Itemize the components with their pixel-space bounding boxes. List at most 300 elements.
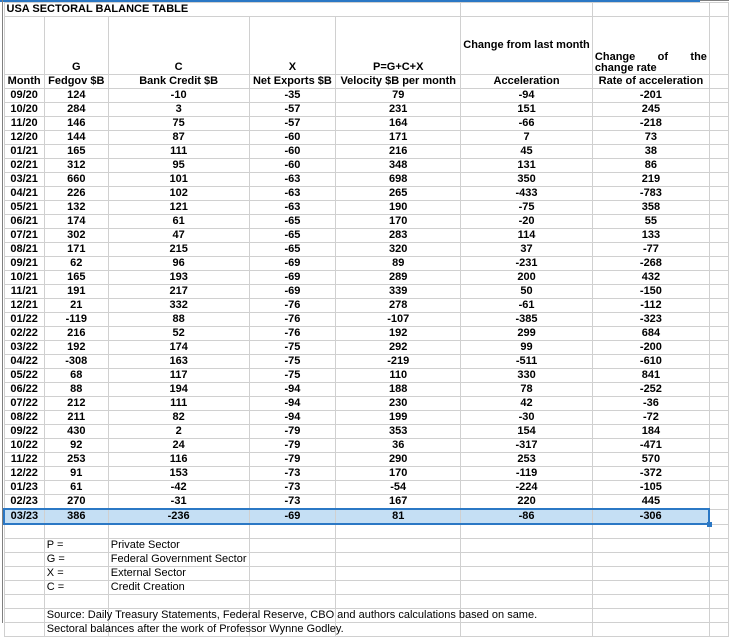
cell[interactable] xyxy=(709,17,728,75)
rate-of-acceleration-cell[interactable]: 245 xyxy=(592,103,709,117)
col-header-month[interactable]: Month xyxy=(4,75,44,89)
month-cell[interactable]: 09/21 xyxy=(4,257,44,271)
bank-credit-cell[interactable]: 215 xyxy=(108,243,249,257)
rate-of-acceleration-cell[interactable]: 570 xyxy=(592,453,709,467)
velocity-cell[interactable]: 265 xyxy=(336,187,461,201)
fedgov-cell[interactable]: 253 xyxy=(44,453,108,467)
rate-of-acceleration-cell[interactable]: -323 xyxy=(592,313,709,327)
fedgov-cell[interactable]: 21 xyxy=(44,299,108,313)
cell[interactable] xyxy=(709,383,728,397)
velocity-cell[interactable]: 110 xyxy=(336,369,461,383)
month-cell[interactable]: 01/23 xyxy=(4,481,44,495)
month-cell[interactable]: 12/21 xyxy=(4,299,44,313)
cell[interactable] xyxy=(709,439,728,453)
cell[interactable] xyxy=(709,539,728,553)
cell[interactable] xyxy=(461,567,593,581)
net-exports-cell[interactable]: -65 xyxy=(249,229,336,243)
fedgov-cell[interactable]: 146 xyxy=(44,117,108,131)
fedgov-cell[interactable]: -308 xyxy=(44,355,108,369)
cell[interactable] xyxy=(709,117,728,131)
bank-credit-cell[interactable]: 3 xyxy=(108,103,249,117)
net-exports-cell[interactable]: -94 xyxy=(249,383,336,397)
cell[interactable] xyxy=(709,467,728,481)
bank-credit-cell[interactable]: 101 xyxy=(108,173,249,187)
rate-of-acceleration-cell[interactable]: 73 xyxy=(592,131,709,145)
month-cell[interactable]: 10/21 xyxy=(4,271,44,285)
month-cell[interactable]: 09/20 xyxy=(4,89,44,103)
group-label-g[interactable]: G xyxy=(44,17,108,75)
velocity-cell[interactable]: 164 xyxy=(336,117,461,131)
cell[interactable] xyxy=(592,609,709,623)
fedgov-cell[interactable]: 92 xyxy=(44,439,108,453)
fedgov-cell[interactable]: 216 xyxy=(44,327,108,341)
cell[interactable] xyxy=(709,453,728,467)
acceleration-cell[interactable]: -61 xyxy=(461,299,593,313)
cell[interactable] xyxy=(249,595,336,609)
acceleration-cell[interactable]: 7 xyxy=(461,131,593,145)
cell[interactable] xyxy=(592,524,709,539)
month-cell[interactable]: 10/20 xyxy=(4,103,44,117)
cell[interactable] xyxy=(709,567,728,581)
month-cell[interactable]: 05/21 xyxy=(4,201,44,215)
table-row[interactable] xyxy=(4,229,729,243)
bank-credit-cell[interactable]: 87 xyxy=(108,131,249,145)
table-row[interactable] xyxy=(4,173,729,187)
legend-key[interactable]: P = xyxy=(44,539,108,553)
fedgov-cell[interactable]: 430 xyxy=(44,425,108,439)
month-cell[interactable]: 10/22 xyxy=(4,439,44,453)
cell[interactable] xyxy=(709,553,728,567)
month-cell[interactable]: 02/23 xyxy=(4,495,44,510)
acceleration-cell[interactable]: 50 xyxy=(461,285,593,299)
acceleration-cell[interactable]: 45 xyxy=(461,145,593,159)
cell[interactable] xyxy=(709,327,728,341)
group-label-change[interactable]: Change from last month xyxy=(461,17,593,75)
fedgov-cell[interactable]: 124 xyxy=(44,89,108,103)
velocity-cell[interactable]: 339 xyxy=(336,285,461,299)
bank-credit-cell[interactable]: 153 xyxy=(108,467,249,481)
table-row[interactable] xyxy=(4,467,729,481)
cell[interactable] xyxy=(709,425,728,439)
cell[interactable] xyxy=(336,623,461,637)
cell[interactable] xyxy=(4,539,44,553)
fedgov-cell[interactable]: -119 xyxy=(44,313,108,327)
cell[interactable] xyxy=(44,595,108,609)
rate-of-acceleration-cell[interactable]: -268 xyxy=(592,257,709,271)
rate-of-acceleration-cell[interactable]: -372 xyxy=(592,467,709,481)
month-cell[interactable]: 06/21 xyxy=(4,215,44,229)
velocity-cell[interactable]: 192 xyxy=(336,327,461,341)
cell[interactable] xyxy=(336,581,461,595)
cell[interactable] xyxy=(709,145,728,159)
col-header-velocity[interactable]: Velocity $B per month xyxy=(336,75,461,89)
net-exports-cell[interactable]: -57 xyxy=(249,103,336,117)
net-exports-cell[interactable]: -60 xyxy=(249,159,336,173)
cell[interactable] xyxy=(592,581,709,595)
net-exports-cell[interactable]: -63 xyxy=(249,173,336,187)
bank-credit-cell[interactable]: 332 xyxy=(108,299,249,313)
group-label-x[interactable]: X xyxy=(249,17,336,75)
cell[interactable] xyxy=(592,623,709,637)
rate-of-acceleration-cell[interactable]: 841 xyxy=(592,369,709,383)
cell[interactable] xyxy=(709,201,728,215)
table-row[interactable] xyxy=(4,215,729,229)
month-cell[interactable]: 12/20 xyxy=(4,131,44,145)
net-exports-cell[interactable]: -69 xyxy=(249,285,336,299)
cell[interactable] xyxy=(709,623,728,637)
month-cell[interactable]: 06/22 xyxy=(4,383,44,397)
bank-credit-cell[interactable]: 121 xyxy=(108,201,249,215)
month-cell[interactable]: 01/21 xyxy=(4,145,44,159)
cell[interactable] xyxy=(709,257,728,271)
velocity-cell[interactable]: 231 xyxy=(336,103,461,117)
legend-value[interactable]: External Sector xyxy=(108,567,249,581)
bank-credit-cell[interactable]: 75 xyxy=(108,117,249,131)
cell[interactable] xyxy=(4,17,44,75)
cell[interactable] xyxy=(709,131,728,145)
acceleration-cell[interactable]: 299 xyxy=(461,327,593,341)
group-label-change-of-change[interactable] xyxy=(592,17,709,75)
fedgov-cell[interactable]: 171 xyxy=(44,243,108,257)
rate-of-acceleration-cell[interactable]: -36 xyxy=(592,397,709,411)
cell[interactable] xyxy=(709,173,728,187)
cell[interactable] xyxy=(336,595,461,609)
cell[interactable] xyxy=(461,623,593,637)
velocity-cell[interactable]: 216 xyxy=(336,145,461,159)
cell[interactable] xyxy=(249,524,336,539)
bank-credit-cell[interactable]: 82 xyxy=(108,411,249,425)
velocity-cell[interactable]: 89 xyxy=(336,257,461,271)
table-row[interactable] xyxy=(4,439,729,453)
cell[interactable] xyxy=(709,215,728,229)
legend-value[interactable]: Credit Creation xyxy=(108,581,249,595)
acceleration-cell[interactable]: 154 xyxy=(461,425,593,439)
net-exports-cell[interactable]: -69 xyxy=(249,257,336,271)
acceleration-cell[interactable]: -75 xyxy=(461,201,593,215)
table-row[interactable] xyxy=(4,355,729,369)
cell[interactable] xyxy=(108,595,249,609)
rate-of-acceleration-cell[interactable]: 184 xyxy=(592,425,709,439)
fedgov-cell[interactable]: 62 xyxy=(44,257,108,271)
month-cell[interactable]: 04/21 xyxy=(4,187,44,201)
month-cell[interactable]: 11/22 xyxy=(4,453,44,467)
acceleration-cell[interactable]: 78 xyxy=(461,383,593,397)
fedgov-cell[interactable]: 144 xyxy=(44,131,108,145)
acceleration-cell[interactable]: -224 xyxy=(461,481,593,495)
rate-of-acceleration-cell[interactable]: 445 xyxy=(592,495,709,510)
rate-of-acceleration-cell[interactable]: 684 xyxy=(592,327,709,341)
cell[interactable] xyxy=(709,495,728,510)
fedgov-cell[interactable]: 284 xyxy=(44,103,108,117)
col-header-bank-credit[interactable]: Bank Credit $B xyxy=(108,75,249,89)
net-exports-cell[interactable]: -94 xyxy=(249,411,336,425)
cell[interactable] xyxy=(709,285,728,299)
table-row[interactable] xyxy=(4,481,729,495)
bank-credit-cell[interactable]: -10 xyxy=(108,89,249,103)
net-exports-cell[interactable]: -76 xyxy=(249,327,336,341)
rate-of-acceleration-cell[interactable]: 219 xyxy=(592,173,709,187)
cell[interactable] xyxy=(709,75,728,89)
month-cell[interactable]: 03/21 xyxy=(4,173,44,187)
legend-key[interactable]: G = xyxy=(44,553,108,567)
fedgov-cell[interactable]: 165 xyxy=(44,145,108,159)
fedgov-cell[interactable]: 226 xyxy=(44,187,108,201)
net-exports-cell[interactable]: -69 xyxy=(249,509,336,524)
col-header-fedgov[interactable]: Fedgov $B xyxy=(44,75,108,89)
rate-of-acceleration-cell[interactable]: -105 xyxy=(592,481,709,495)
cell[interactable] xyxy=(461,524,593,539)
cell[interactable] xyxy=(709,103,728,117)
rate-of-acceleration-cell[interactable]: -112 xyxy=(592,299,709,313)
table-row[interactable] xyxy=(4,341,729,355)
table-row[interactable] xyxy=(4,425,729,439)
bank-credit-cell[interactable]: 61 xyxy=(108,215,249,229)
bank-credit-cell[interactable]: 111 xyxy=(108,145,249,159)
bank-credit-cell[interactable]: 95 xyxy=(108,159,249,173)
net-exports-cell[interactable]: -79 xyxy=(249,425,336,439)
cell[interactable] xyxy=(336,539,461,553)
acceleration-cell[interactable]: 99 xyxy=(461,341,593,355)
rate-of-acceleration-cell[interactable]: -610 xyxy=(592,355,709,369)
month-cell[interactable]: 07/22 xyxy=(4,397,44,411)
fedgov-cell[interactable]: 660 xyxy=(44,173,108,187)
fedgov-cell[interactable]: 132 xyxy=(44,201,108,215)
velocity-cell[interactable]: -219 xyxy=(336,355,461,369)
fedgov-cell[interactable]: 91 xyxy=(44,467,108,481)
cell[interactable] xyxy=(592,539,709,553)
cell[interactable] xyxy=(4,581,44,595)
fedgov-cell[interactable]: 61 xyxy=(44,481,108,495)
table-row[interactable] xyxy=(4,411,729,425)
fedgov-cell[interactable]: 212 xyxy=(44,397,108,411)
velocity-cell[interactable]: 171 xyxy=(336,131,461,145)
net-exports-cell[interactable]: -60 xyxy=(249,131,336,145)
table-row[interactable] xyxy=(4,103,729,117)
table-row[interactable] xyxy=(4,159,729,173)
cell[interactable] xyxy=(709,355,728,369)
cell[interactable] xyxy=(709,397,728,411)
table-title[interactable]: USA SECTORAL BALANCE TABLE xyxy=(4,3,336,17)
bank-credit-cell[interactable]: -236 xyxy=(108,509,249,524)
velocity-cell[interactable]: 190 xyxy=(336,201,461,215)
table-row[interactable] xyxy=(4,453,729,467)
acceleration-cell[interactable]: 37 xyxy=(461,243,593,257)
bank-credit-cell[interactable]: 117 xyxy=(108,369,249,383)
fedgov-cell[interactable]: 191 xyxy=(44,285,108,299)
velocity-cell[interactable]: 290 xyxy=(336,453,461,467)
velocity-cell[interactable]: 170 xyxy=(336,467,461,481)
fedgov-cell[interactable]: 68 xyxy=(44,369,108,383)
net-exports-cell[interactable]: -75 xyxy=(249,369,336,383)
cell[interactable] xyxy=(709,243,728,257)
velocity-cell[interactable]: 79 xyxy=(336,89,461,103)
bank-credit-cell[interactable]: 111 xyxy=(108,397,249,411)
acceleration-cell[interactable]: -119 xyxy=(461,467,593,481)
net-exports-cell[interactable]: -69 xyxy=(249,271,336,285)
net-exports-cell[interactable]: -73 xyxy=(249,495,336,510)
rate-of-acceleration-cell[interactable]: 358 xyxy=(592,201,709,215)
bank-credit-cell[interactable]: 217 xyxy=(108,285,249,299)
acceleration-cell[interactable]: -30 xyxy=(461,411,593,425)
velocity-cell[interactable]: 289 xyxy=(336,271,461,285)
cell[interactable] xyxy=(4,595,44,609)
net-exports-cell[interactable]: -63 xyxy=(249,187,336,201)
fedgov-cell[interactable]: 386 xyxy=(44,509,108,524)
bank-credit-cell[interactable]: 102 xyxy=(108,187,249,201)
fedgov-cell[interactable]: 270 xyxy=(44,495,108,510)
rate-of-acceleration-cell[interactable]: -72 xyxy=(592,411,709,425)
cell[interactable] xyxy=(44,524,108,539)
net-exports-cell[interactable]: -76 xyxy=(249,313,336,327)
velocity-cell[interactable]: 199 xyxy=(336,411,461,425)
table-row[interactable] xyxy=(4,187,729,201)
rate-of-acceleration-cell[interactable]: 38 xyxy=(592,145,709,159)
month-cell[interactable]: 08/21 xyxy=(4,243,44,257)
acceleration-cell[interactable]: -66 xyxy=(461,117,593,131)
acceleration-cell[interactable]: -94 xyxy=(461,89,593,103)
bank-credit-cell[interactable]: 2 xyxy=(108,425,249,439)
bank-credit-cell[interactable]: -31 xyxy=(108,495,249,510)
velocity-cell[interactable]: 348 xyxy=(336,159,461,173)
table-row[interactable] xyxy=(4,397,729,411)
table-row[interactable] xyxy=(4,89,729,103)
cell[interactable] xyxy=(108,524,249,539)
velocity-cell[interactable]: 188 xyxy=(336,383,461,397)
month-cell[interactable]: 07/21 xyxy=(4,229,44,243)
rate-of-acceleration-cell[interactable]: -150 xyxy=(592,285,709,299)
velocity-cell[interactable]: 698 xyxy=(336,173,461,187)
net-exports-cell[interactable]: -60 xyxy=(249,145,336,159)
month-cell[interactable]: 05/22 xyxy=(4,369,44,383)
cell[interactable] xyxy=(4,553,44,567)
source-note[interactable] xyxy=(44,609,538,623)
bank-credit-cell[interactable]: 163 xyxy=(108,355,249,369)
acceleration-cell[interactable]: -86 xyxy=(461,509,593,524)
net-exports-cell[interactable]: -94 xyxy=(249,397,336,411)
table-row[interactable] xyxy=(4,131,729,145)
velocity-cell[interactable]: -54 xyxy=(336,481,461,495)
velocity-cell[interactable]: 278 xyxy=(336,299,461,313)
net-exports-cell[interactable]: -35 xyxy=(249,89,336,103)
legend-value[interactable]: Federal Government Sector xyxy=(108,553,249,567)
acceleration-cell[interactable]: -385 xyxy=(461,313,593,327)
table-row[interactable] xyxy=(4,313,729,327)
acceleration-cell[interactable]: 220 xyxy=(461,495,593,510)
legend-value[interactable]: Private Sector xyxy=(108,539,249,553)
cell[interactable] xyxy=(592,595,709,609)
rate-of-acceleration-cell[interactable]: -252 xyxy=(592,383,709,397)
velocity-cell[interactable]: 292 xyxy=(336,341,461,355)
cell[interactable] xyxy=(709,313,728,327)
acceleration-cell[interactable]: 253 xyxy=(461,453,593,467)
velocity-cell[interactable]: 230 xyxy=(336,397,461,411)
table-row[interactable] xyxy=(4,383,729,397)
rate-of-acceleration-cell[interactable]: -77 xyxy=(592,243,709,257)
bank-credit-cell[interactable]: 24 xyxy=(108,439,249,453)
net-exports-cell[interactable]: -65 xyxy=(249,243,336,257)
net-exports-cell[interactable]: -65 xyxy=(249,215,336,229)
cell[interactable] xyxy=(709,481,728,495)
rate-of-acceleration-cell[interactable]: 432 xyxy=(592,271,709,285)
bank-credit-cell[interactable]: 96 xyxy=(108,257,249,271)
acceleration-cell[interactable]: 330 xyxy=(461,369,593,383)
acceleration-cell[interactable]: -317 xyxy=(461,439,593,453)
cell[interactable] xyxy=(709,581,728,595)
cell[interactable] xyxy=(336,553,461,567)
acceleration-cell[interactable]: 350 xyxy=(461,173,593,187)
fill-handle[interactable] xyxy=(707,522,712,527)
bank-credit-cell[interactable]: 194 xyxy=(108,383,249,397)
velocity-cell[interactable]: 36 xyxy=(336,439,461,453)
table-row[interactable] xyxy=(4,117,729,131)
cell[interactable] xyxy=(249,539,336,553)
cell[interactable] xyxy=(709,609,728,623)
acceleration-cell[interactable]: -433 xyxy=(461,187,593,201)
fedgov-cell[interactable]: 192 xyxy=(44,341,108,355)
cell[interactable] xyxy=(592,553,709,567)
velocity-cell[interactable]: 170 xyxy=(336,215,461,229)
table-row[interactable] xyxy=(4,369,729,383)
acceleration-cell[interactable]: -20 xyxy=(461,215,593,229)
table-row[interactable] xyxy=(4,299,729,313)
velocity-cell[interactable]: 320 xyxy=(336,243,461,257)
col-header-acceleration[interactable]: Acceleration xyxy=(461,75,593,89)
cell[interactable] xyxy=(709,595,728,609)
cell[interactable] xyxy=(461,3,593,17)
cell[interactable] xyxy=(709,3,728,17)
month-cell[interactable]: 03/23 xyxy=(4,509,44,524)
bank-credit-cell[interactable]: 116 xyxy=(108,453,249,467)
month-cell[interactable]: 11/20 xyxy=(4,117,44,131)
month-cell[interactable]: 02/22 xyxy=(4,327,44,341)
cell[interactable] xyxy=(4,623,44,637)
table-row[interactable] xyxy=(4,243,729,257)
table-row[interactable] xyxy=(4,509,729,524)
cell[interactable] xyxy=(4,567,44,581)
net-exports-cell[interactable]: -79 xyxy=(249,439,336,453)
col-header-net-exports[interactable]: Net Exports $B xyxy=(249,75,336,89)
bank-credit-cell[interactable]: -42 xyxy=(108,481,249,495)
fedgov-cell[interactable]: 302 xyxy=(44,229,108,243)
table-row[interactable] xyxy=(4,145,729,159)
net-exports-cell[interactable]: -75 xyxy=(249,355,336,369)
acceleration-cell[interactable]: 151 xyxy=(461,103,593,117)
acceleration-cell[interactable]: 42 xyxy=(461,397,593,411)
rate-of-acceleration-cell[interactable]: -200 xyxy=(592,341,709,355)
group-label-c[interactable]: C xyxy=(108,17,249,75)
cell[interactable] xyxy=(249,553,336,567)
rate-of-acceleration-cell[interactable]: 86 xyxy=(592,159,709,173)
net-exports-cell[interactable]: -75 xyxy=(249,341,336,355)
cell[interactable] xyxy=(336,567,461,581)
cell[interactable] xyxy=(709,89,728,103)
cell[interactable] xyxy=(249,581,336,595)
bank-credit-cell[interactable]: 193 xyxy=(108,271,249,285)
bank-credit-cell[interactable]: 52 xyxy=(108,327,249,341)
rate-of-acceleration-cell[interactable]: 133 xyxy=(592,229,709,243)
velocity-cell[interactable]: 167 xyxy=(336,495,461,510)
net-exports-cell[interactable]: -57 xyxy=(249,117,336,131)
legend-key[interactable]: C = xyxy=(44,581,108,595)
month-cell[interactable]: 01/22 xyxy=(4,313,44,327)
fedgov-cell[interactable]: 88 xyxy=(44,383,108,397)
rate-of-acceleration-cell[interactable]: -306 xyxy=(592,509,709,524)
cell[interactable] xyxy=(709,271,728,285)
bank-credit-cell[interactable]: 47 xyxy=(108,229,249,243)
cell[interactable] xyxy=(709,229,728,243)
cell[interactable] xyxy=(336,524,461,539)
month-cell[interactable]: 09/22 xyxy=(4,425,44,439)
